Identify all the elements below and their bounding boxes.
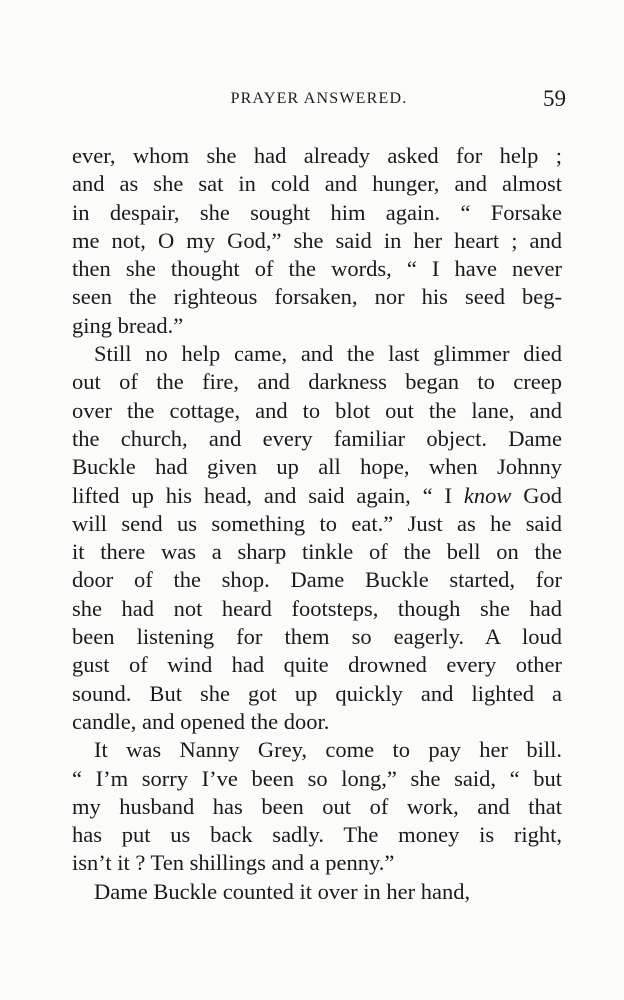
body-text: [72, 142, 562, 906]
text-line-with-italic: [72, 482, 562, 510]
text-line: my husband has been out of work, and that: [72, 793, 562, 819]
text-span: lifted up his head, and said again, “ I: [72, 482, 464, 508]
text-line: ever, whom she had already asked for help ;: [72, 143, 562, 168]
italic-word: know: [463, 482, 512, 508]
text-line: and as she sat in cold and hunger, and almost: [72, 171, 562, 197]
text-line: will send us something to eat.” Just as he said: [72, 510, 562, 536]
paragraph: [72, 142, 562, 340]
text-line: been listening for them so eagerly. A loud: [72, 624, 562, 650]
page-number: 59: [543, 86, 566, 111]
text-line: has put us back sadly. The money is right,: [72, 822, 562, 848]
text-line: the church, and every familiar object. Dame: [72, 425, 562, 451]
text-line: in despair, she sought him again. “ Forsake: [72, 199, 562, 225]
text-line: isn’t it ? Ten shillings and a penny.”: [72, 850, 395, 876]
text-line: over the cottage, and to blot out the lane, and: [72, 397, 562, 423]
text-line: she had not heard footsteps, though she had: [72, 595, 562, 621]
text-line: it there was a sharp tinkle of the bell on the: [72, 539, 562, 565]
paragraph: [72, 340, 562, 736]
running-title: PRAYER ANSWERED.: [230, 90, 408, 107]
text-line: ging bread.”: [72, 312, 184, 338]
paragraph: [72, 736, 562, 877]
text-line: door of the shop. Dame Buckle started, for: [72, 567, 562, 593]
text-line: Buckle had given up all hope, when Johnny: [72, 454, 562, 480]
text-line: gust of wind had quite drowned every other: [72, 652, 562, 678]
text-span: God: [511, 482, 562, 508]
text-line: seen the righteous forsaken, nor his seed beg-: [72, 284, 562, 310]
text-line: “ I’m sorry I’ve been so long,” she said, “ but: [72, 765, 562, 791]
text-line: sound. But she got up quickly and lighted a: [72, 680, 562, 706]
page-header: [72, 86, 566, 116]
text-line: then she thought of the words, “ I have never: [72, 256, 562, 282]
text-line: out of the fire, and darkness began to creep: [72, 369, 562, 395]
text-line: candle, and opened the door.: [72, 708, 330, 734]
paragraph: [72, 878, 562, 906]
text-line: It was Nanny Grey, come to pay her bill.: [94, 737, 562, 763]
text-line: me not, O my God,” she said in her heart ; and: [72, 227, 562, 253]
text-line: Dame Buckle counted it over in her hand,: [94, 878, 471, 904]
text-line: Still no help came, and the last glimmer died: [94, 341, 562, 367]
